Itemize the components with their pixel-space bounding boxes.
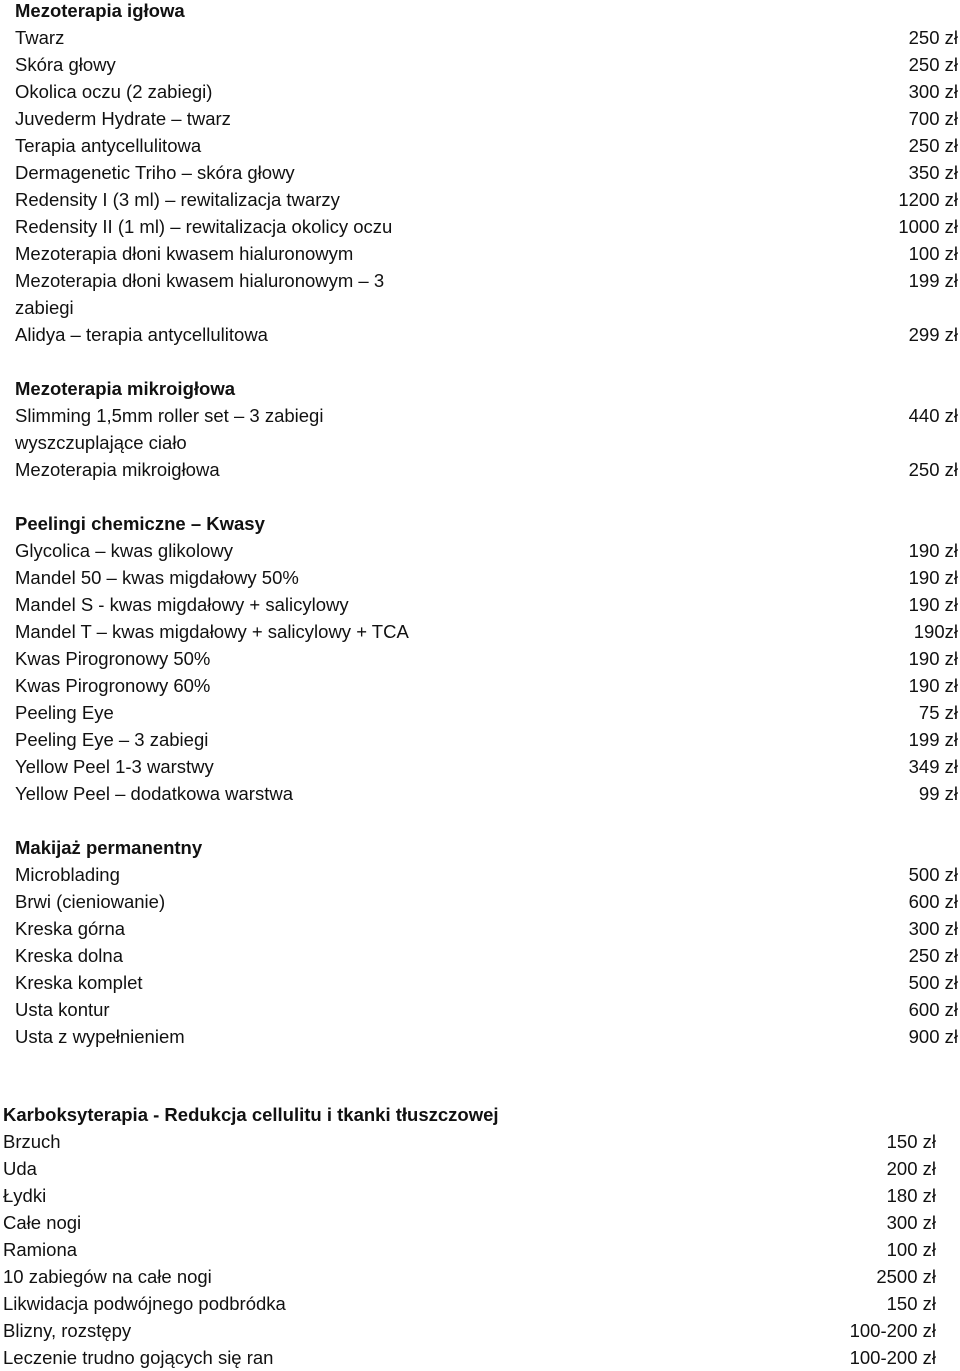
price-row — [0, 780, 958, 807]
price-row — [0, 969, 958, 996]
item-price: 600 zł — [908, 999, 958, 1020]
item-price: 300 zł — [908, 81, 958, 102]
section-heading: Peelingi chemiczne – Kwasy — [15, 513, 265, 534]
price-row — [0, 240, 958, 267]
section-heading: Karboksyterapia - Redukcja cellulitu i tkanki tłuszczowej — [3, 1104, 499, 1125]
price-row — [0, 51, 958, 78]
item-price: 250 zł — [908, 27, 958, 48]
item-name: Mandel T – kwas migdałowy + salicylowy + TCA — [15, 621, 409, 642]
item-price: 299 zł — [908, 324, 958, 345]
item-name: Glycolica – kwas glikolowy — [15, 540, 233, 561]
item-name: Kwas Pirogronowy 50% — [15, 648, 211, 669]
price-row — [0, 1023, 958, 1050]
item-price: 250 zł — [908, 135, 958, 156]
item-name: Juvederm Hydrate – twarz — [15, 108, 231, 129]
item-name: Yellow Peel 1-3 warstwy — [15, 756, 214, 777]
item-price: 75 zł — [918, 702, 958, 723]
price-row — [0, 753, 958, 780]
price-row — [0, 1344, 936, 1371]
item-name: Usta z wypełnieniem — [15, 1026, 185, 1047]
item-name: Terapia antycellulitowa — [15, 135, 202, 156]
section-peelingi-chemiczne — [0, 510, 958, 807]
item-name: Yellow Peel – dodatkowa warstwa — [15, 783, 294, 804]
item-price: 700 zł — [908, 108, 958, 129]
item-price: 99 zł — [918, 783, 958, 804]
price-row — [0, 942, 958, 969]
price-row — [0, 564, 958, 591]
price-row — [0, 132, 958, 159]
item-price: 300 zł — [908, 918, 958, 939]
item-name: Uda — [3, 1158, 37, 1179]
item-name: Kreska dolna — [15, 945, 123, 966]
item-name: Dermagenetic Triho – skóra głowy — [15, 162, 295, 183]
section-heading: Mezoterapia igłowa — [15, 0, 185, 21]
section-karboksyterapia — [0, 1101, 936, 1371]
item-price: 440 zł — [908, 405, 958, 426]
price-row — [0, 159, 958, 186]
item-name: Likwidacja podwójnego podbródka — [3, 1293, 286, 1314]
item-price: 500 zł — [908, 864, 958, 885]
item-price: 349 zł — [908, 756, 958, 777]
item-name: Kreska górna — [15, 918, 126, 939]
item-name: Skóra głowy — [15, 54, 116, 75]
item-price: 180 zł — [886, 1185, 936, 1206]
item-price: 190zł — [913, 621, 958, 642]
price-row — [0, 402, 958, 456]
item-name: Całe nogi — [3, 1212, 82, 1233]
item-name: Peeling Eye – 3 zabiegi — [15, 729, 209, 750]
item-price: 190 zł — [908, 567, 958, 588]
item-name: Okolica oczu (2 zabiegi) — [15, 81, 213, 102]
price-row — [0, 915, 958, 942]
section-mezoterapia-iglowa — [0, 0, 958, 348]
price-row — [0, 1155, 936, 1182]
item-price: 150 zł — [886, 1131, 936, 1152]
item-name: Brwi (cieniowanie) — [15, 891, 166, 912]
item-name: 10 zabiegów na całe nogi — [3, 1266, 212, 1287]
item-price: 190 zł — [908, 675, 958, 696]
item-price: 190 zł — [908, 594, 958, 615]
price-row — [0, 213, 958, 240]
price-row — [0, 861, 958, 888]
item-name: Leczenie trudno gojących się ran — [3, 1347, 274, 1368]
item-price: 300 zł — [886, 1212, 936, 1233]
price-row — [0, 1209, 936, 1236]
item-name: Mandel 50 – kwas migdałowy 50% — [15, 567, 299, 588]
item-price: 500 zł — [908, 972, 958, 993]
price-row — [0, 105, 958, 132]
item-name: Microblading — [15, 864, 120, 885]
price-row — [0, 672, 958, 699]
section-heading: Mezoterapia mikroigłowa — [15, 378, 235, 399]
item-price: 350 zł — [908, 162, 958, 183]
item-price: 199 zł — [908, 270, 958, 291]
item-price: 100 zł — [886, 1239, 936, 1260]
item-price: 900 zł — [908, 1026, 958, 1047]
item-name: Mezoterapia mikroigłowa — [15, 459, 220, 480]
item-price: 600 zł — [908, 891, 958, 912]
item-name: Slimming 1,5mm roller set – 3 zabiegi wyszczuplające ciało — [15, 405, 324, 453]
item-price: 1200 zł — [898, 189, 958, 210]
item-name: Kwas Pirogronowy 60% — [15, 675, 211, 696]
item-price: 250 zł — [908, 54, 958, 75]
price-row — [0, 726, 958, 753]
item-name: Alidya – terapia antycellulitowa — [15, 324, 268, 345]
item-name: Redensity II (1 ml) – rewitalizacja okolicy oczu — [15, 216, 393, 237]
price-row — [0, 1182, 936, 1209]
item-price: 199 zł — [908, 729, 958, 750]
item-price: 100-200 zł — [849, 1320, 936, 1341]
item-price: 190 zł — [908, 540, 958, 561]
item-name: Kreska komplet — [15, 972, 143, 993]
item-price: 190 zł — [908, 648, 958, 669]
item-name: Łydki — [3, 1185, 47, 1206]
item-name: Twarz — [15, 27, 65, 48]
price-row — [0, 591, 958, 618]
item-name: Brzuch — [3, 1131, 61, 1152]
item-name: Mezoterapia dłoni kwasem hialuronowym — [15, 243, 354, 264]
item-name: Blizny, rozstępy — [3, 1320, 132, 1341]
price-row — [0, 537, 958, 564]
price-row — [0, 78, 958, 105]
item-name: Redensity I (3 ml) – rewitalizacja twarzy — [15, 189, 340, 210]
item-price: 2500 zł — [876, 1266, 936, 1287]
section-makijaz-permanentny — [0, 834, 958, 1050]
item-price: 1000 zł — [898, 216, 958, 237]
item-price: 250 zł — [908, 459, 958, 480]
price-row — [0, 618, 958, 645]
item-name: Ramiona — [3, 1239, 78, 1260]
price-row — [0, 24, 958, 51]
price-row — [0, 888, 958, 915]
item-price: 100-200 zł — [849, 1347, 936, 1368]
item-name: Mezoterapia dłoni kwasem hialuronowym – 3 zabiegi — [15, 270, 385, 318]
item-price: 150 zł — [886, 1293, 936, 1314]
item-price: 100 zł — [908, 243, 958, 264]
item-price: 200 zł — [886, 1158, 936, 1179]
section-heading: Makijaż permanentny — [15, 837, 203, 858]
price-row — [0, 186, 958, 213]
price-row — [0, 699, 958, 726]
price-row — [0, 1290, 936, 1317]
price-row — [0, 996, 958, 1023]
price-row — [0, 1128, 936, 1155]
price-row — [0, 321, 958, 348]
price-row — [0, 1317, 936, 1344]
item-name: Usta kontur — [15, 999, 110, 1020]
price-row — [0, 1263, 936, 1290]
section-mezoterapia-mikroiglowa — [0, 375, 958, 483]
price-row — [0, 645, 958, 672]
price-row — [0, 1236, 936, 1263]
item-name: Peeling Eye — [15, 702, 114, 723]
price-row — [0, 267, 958, 321]
price-row — [0, 456, 958, 483]
item-name: Mandel S - kwas migdałowy + salicylowy — [15, 594, 349, 615]
item-price: 250 zł — [908, 945, 958, 966]
